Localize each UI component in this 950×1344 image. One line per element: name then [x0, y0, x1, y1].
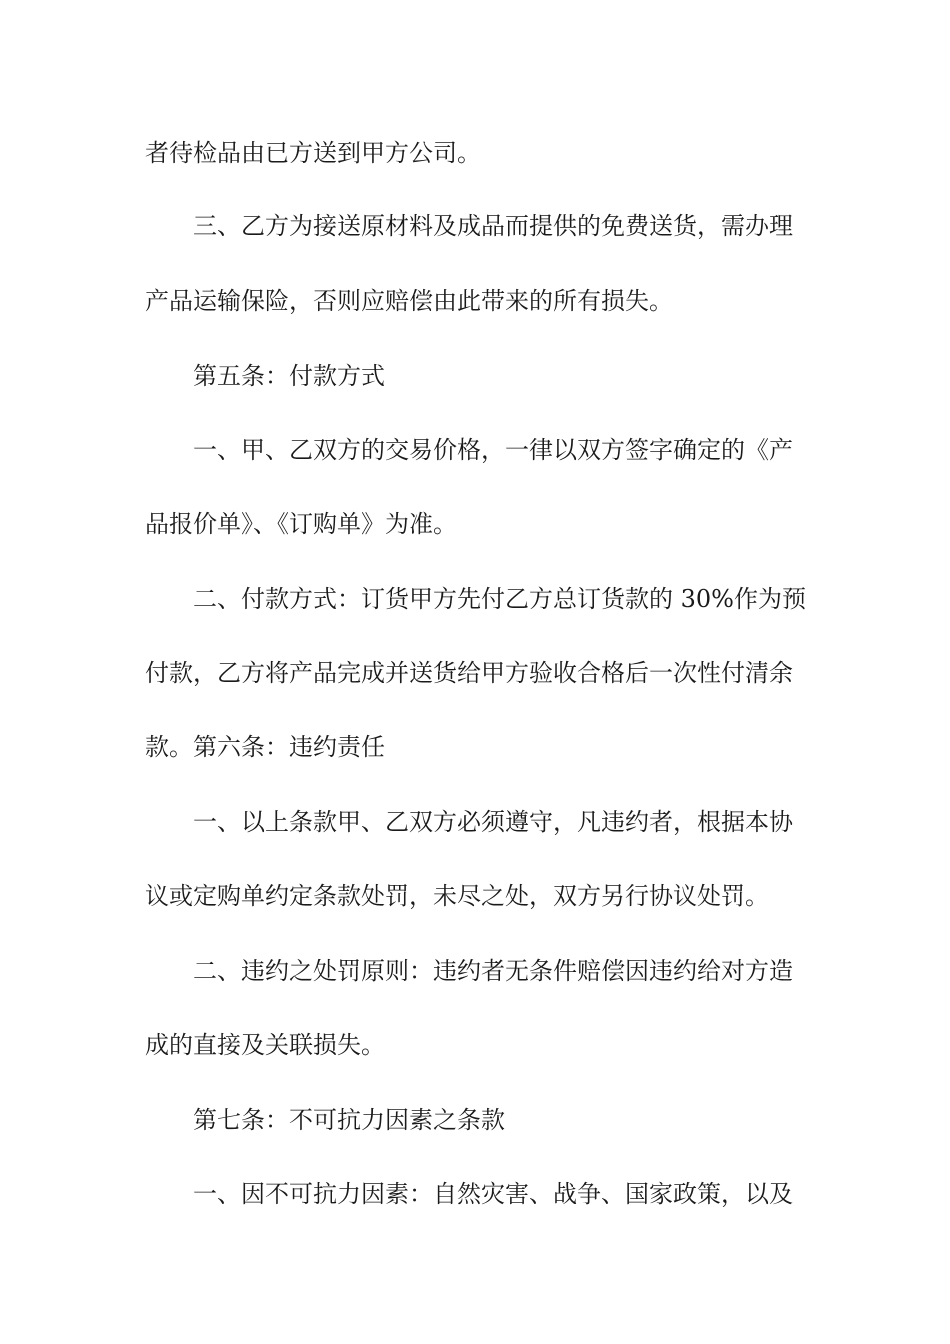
paragraph-line: 一、因不可抗力因素：自然灾害、战争、国家政策，以及	[193, 1180, 793, 1208]
paragraph-line: 三、乙方为接送原材料及成品而提供的免费送货，需办理	[193, 212, 793, 240]
paragraph-line: 二、违约之处罚原则：违约者无条件赔偿因违约给对方造	[193, 957, 793, 985]
paragraph-line: 款。第六条：违约责任	[145, 733, 385, 761]
paragraph-line: 成的直接及关联损失。	[145, 1031, 385, 1059]
paragraph-line: 一、以上条款甲、乙双方必须遵守，凡违约者，根据本协	[193, 808, 793, 836]
paragraph-line: 一、甲、乙双方的交易价格，一律以双方签字确定的《产	[193, 436, 793, 464]
section-heading: 第五条：付款方式	[193, 362, 385, 390]
paragraph-line: 付款，乙方将产品完成并送货给甲方验收合格后一次性付清余	[145, 659, 793, 687]
paragraph-line: 二、付款方式：订货甲方先付乙方总订货款的 30%作为预	[193, 585, 806, 613]
paragraph-line: 产品运输保险，否则应赔偿由此带来的所有损失。	[145, 287, 673, 315]
paragraph-line: 议或定购单约定条款处罚，未尽之处，双方另行协议处罚。	[145, 882, 769, 910]
paragraph-line: 者待检品由已方送到甲方公司。	[145, 139, 481, 167]
paragraph-line: 品报价单》、《订购单》为准。	[145, 510, 457, 538]
section-heading: 第七条：不可抗力因素之条款	[193, 1106, 505, 1134]
